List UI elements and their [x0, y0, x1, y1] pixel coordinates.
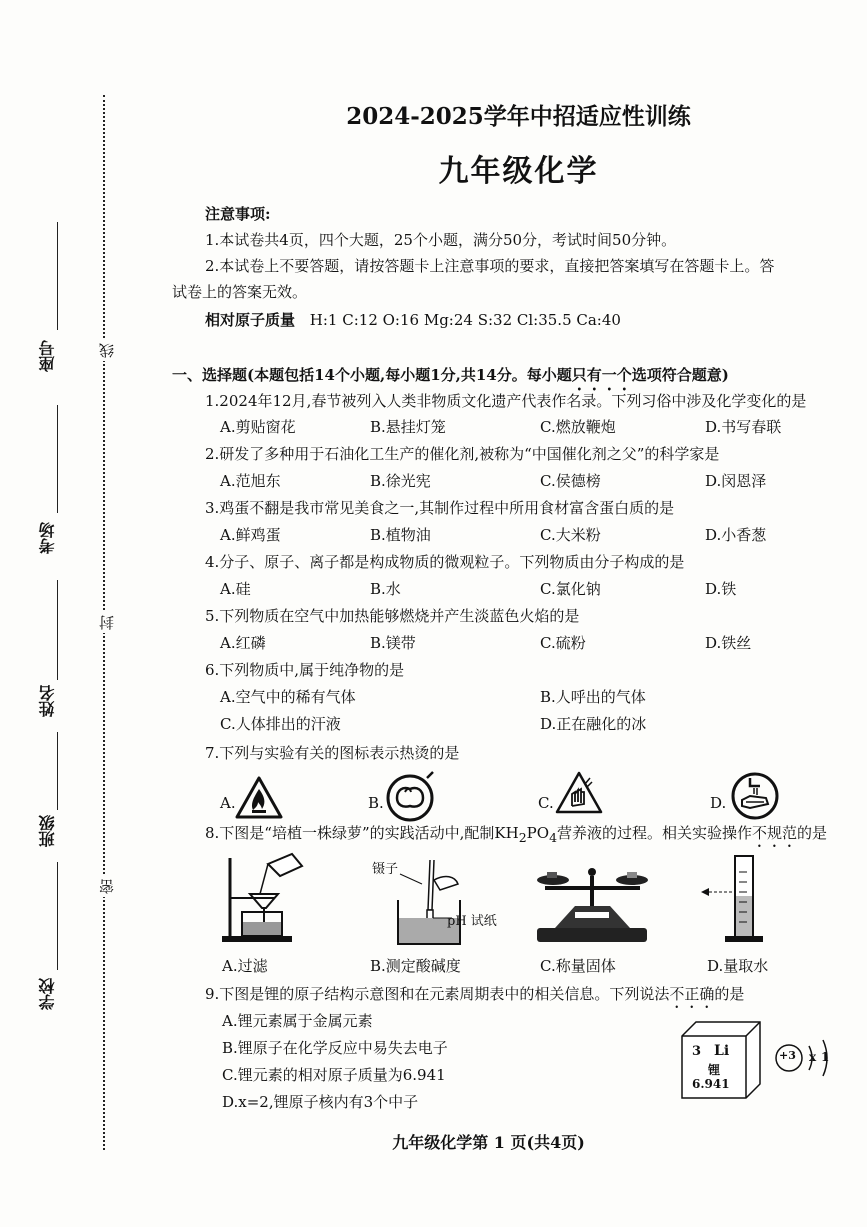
section-heading-text: 一、选择题(本题包括14个小题,每小题1分,共14分。每小题	[172, 366, 572, 384]
question-stem: 5.下列物质在空气中加热能够燃烧并产生淡蓝色火焰的是	[205, 607, 580, 625]
option-c: C.称量固体	[540, 957, 616, 975]
option-a: A.锂元素属于金属元素	[222, 1012, 373, 1030]
stem-part: 的是	[714, 985, 745, 1003]
notes-heading: 注意事项:	[205, 205, 271, 223]
option-d: D.小香葱	[705, 526, 767, 544]
stem-part: 营养液的过程。相关实验操作	[557, 824, 753, 842]
subject-title: 九年级化学	[438, 154, 599, 189]
option-b: B.人呼出的气体	[540, 688, 646, 706]
balance-scale-illustration	[535, 866, 650, 946]
question-stem: 1.2024年12月,春节被列入人类非物质文化遗产代表作名录。下列习俗中涉及化学变化的是	[205, 392, 807, 410]
formula-subscript: 4	[549, 830, 558, 845]
question-stem: 3.鸡蛋不翻是我市常见美食之一,其制作过程中所用食材富含蛋白质的是	[205, 499, 675, 517]
option-c: C.燃放鞭炮	[540, 418, 616, 436]
option-c: C.锂元素的相对原子质量为6.941	[222, 1066, 446, 1084]
element-symbol: Li	[714, 1043, 730, 1059]
seal-mark-secret: 密	[96, 876, 117, 897]
option-c: C.	[538, 794, 554, 812]
option-c: C.侯德榜	[540, 472, 601, 490]
flame-warning-icon	[234, 775, 284, 821]
ph-test-illustration	[390, 860, 500, 950]
hand-warning-icon	[554, 770, 604, 816]
note-item-1: 1.本试卷共4页，四个大题，25个小题，满分50分，考试时间50分钟。	[205, 231, 677, 249]
stem-part: 9.下图是锂的原子结构示意图和在元素周期表中的相关信息。下列说法	[205, 985, 670, 1003]
option-a: A.空气中的稀有气体	[220, 688, 356, 706]
element-number: 3	[692, 1044, 702, 1059]
hot-surface-icon	[383, 770, 437, 822]
question-stem: 7.下列与实验有关的图标表示热烫的是	[205, 744, 460, 762]
option-d: D.铁	[705, 580, 737, 598]
question-stem: 6.下列物质中,属于纯净物的是	[205, 661, 405, 679]
exam-room-label: 考场	[38, 522, 57, 554]
wash-hands-icon	[730, 768, 780, 820]
option-b: B.	[368, 794, 384, 812]
option-d: D.x=2,锂原子核内有3个中子	[222, 1093, 419, 1111]
exam-title: 2024-2025学年中招适应性训练	[346, 103, 691, 130]
school-underline	[57, 862, 58, 970]
name-underline	[57, 580, 58, 680]
option-b: B.镁带	[370, 634, 416, 652]
atomic-mass-line	[205, 309, 621, 330]
option-b: B.悬挂灯笼	[370, 418, 446, 436]
note-item-2-cont: 试卷上的答案无效。	[172, 283, 308, 301]
question-stem	[205, 983, 744, 1012]
question-stem: 4.分子、原子、离子都是构成物质的微观粒子。下列物质由分子构成的是	[205, 553, 685, 571]
element-name: 锂	[708, 1063, 721, 1077]
option-c: C.大米粉	[540, 526, 601, 544]
stem-part: 的是	[797, 824, 828, 842]
graduated-cylinder-illustration	[695, 852, 775, 947]
option-d: D.铁丝	[705, 634, 752, 652]
option-a: A.剪贴窗花	[220, 418, 296, 436]
nucleus-charge: +3	[779, 1049, 796, 1062]
option-a: A.硅	[220, 580, 251, 598]
section-heading-emphasis: 只有一个	[571, 366, 632, 384]
inner-shell-electrons: x	[809, 1050, 817, 1064]
name-label: 姓名	[38, 685, 57, 717]
element-mass: 6.941	[692, 1077, 730, 1091]
option-d: D.闵恩泽	[705, 472, 767, 490]
option-c: C.硫粉	[540, 634, 586, 652]
ph-paper-label: pH 试纸	[447, 914, 497, 929]
formula-subscript: 2	[518, 830, 527, 845]
atomic-mass-label: 相对原子质量	[205, 311, 296, 329]
stem-emphasis: 不规范	[752, 824, 798, 842]
option-b: B.徐光宪	[370, 472, 431, 490]
class-underline	[57, 732, 58, 810]
seal-mark-seal: 封	[96, 612, 117, 633]
option-a: A.过滤	[222, 957, 268, 975]
seal-mark-line: 线	[96, 340, 117, 361]
school-label: 学校	[38, 978, 57, 1010]
stem-part: 8.下图是“培植一株绿萝”的实践活动中,配制KH	[205, 824, 519, 842]
option-d: D.正在融化的冰	[540, 715, 647, 733]
section-heading-tail: 选项符合题意)	[631, 366, 729, 384]
stem-part: PO	[526, 824, 550, 842]
atomic-mass-values: H:1 C:12 O:16 Mg:24 S:32 Cl:35.5 Ca:40	[309, 311, 621, 329]
page-footer: 九年级化学第 1 页(共4页)	[392, 1133, 585, 1152]
option-a: A.鲜鸡蛋	[220, 526, 281, 544]
option-c: C.人体排出的汗液	[220, 715, 341, 733]
option-b: B.植物油	[370, 526, 431, 544]
seat-underline	[57, 222, 58, 330]
exam-room-underline	[57, 405, 58, 513]
option-a: A.范旭东	[220, 472, 281, 490]
option-a: A.红磷	[220, 634, 266, 652]
question-stem	[205, 822, 827, 851]
outer-shell-electrons: 1	[821, 1050, 830, 1064]
option-d: D.书写春联	[705, 418, 782, 436]
filtration-apparatus-illustration	[220, 850, 310, 945]
option-b: B.水	[370, 580, 401, 598]
option-d: D.量取水	[707, 957, 769, 975]
option-b: B.锂原子在化学反应中易失去电子	[222, 1039, 448, 1057]
option-c: C.氯化钠	[540, 580, 601, 598]
tweezers-label: 镊子	[372, 862, 399, 877]
note-item-2: 2.本试卷上不要答题，请按答题卡上注意事项的要求，直接把答案填写在答题卡上。答	[205, 257, 775, 275]
option-b: B.测定酸碱度	[370, 957, 461, 975]
class-label: 班级	[38, 815, 57, 847]
stem-emphasis: 不正确	[669, 985, 715, 1003]
option-d: D.	[710, 794, 727, 812]
option-a: A.	[220, 794, 236, 812]
seat-label: 座号	[38, 340, 57, 372]
question-stem: 2.研发了多种用于石油化工生产的催化剂,被称为“中国催化剂之父”的科学家是	[205, 445, 720, 463]
